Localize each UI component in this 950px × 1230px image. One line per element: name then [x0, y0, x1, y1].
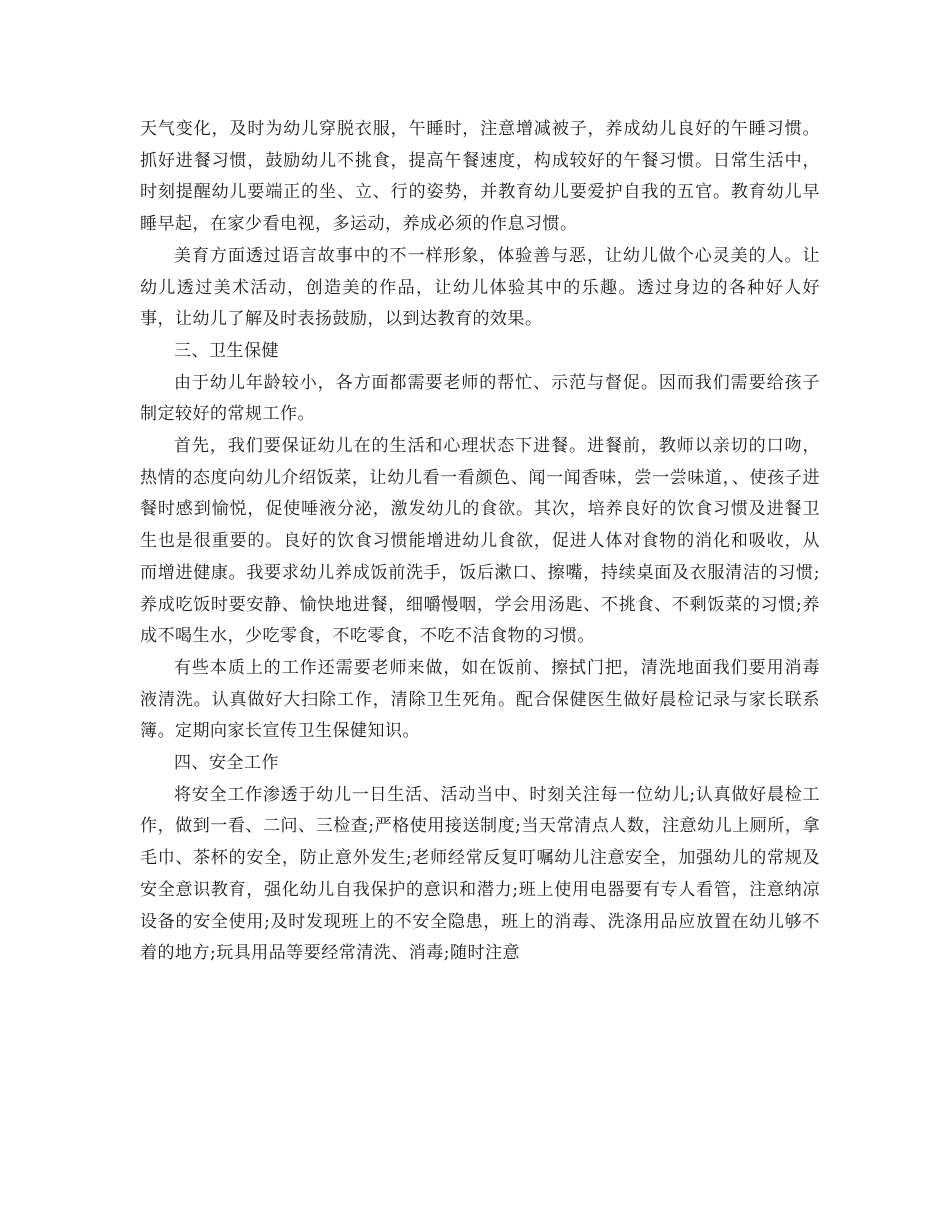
document-page — [140, 114, 820, 970]
paragraph-meal-habits: 首先，我们要保证幼儿在的生活和心理状态下进餐。进餐前，教师以亲切的口吻，热情的态度向幼儿介绍饭菜，让幼儿看一看颜色、闻一闻香味，尝一尝味道，、使孩子进餐时感到愉悦，促使唾液分泌，激发幼儿的食欲。其次，培养良好的饮食习惯及进餐卫生也是很重要的。良好的饮食习惯能增进幼儿食欲，促进人体对食物的消化和吸收，从而增进健康。我要求幼儿养成饭前洗手，饭后漱口、擦嘴，持续桌面及衣服清洁的习惯;养成吃饭时要安静、愉快地进餐，细嚼慢咽，学会用汤匙、不挑食、不剩饭菜的习惯;养成不喝生水，少吃零食，不吃零食，不吃不洁食物的习惯。 — [140, 436, 820, 647]
section-heading-safety: 四、安全工作 — [174, 753, 279, 774]
paragraph-hygiene-intro: 由于幼儿年龄较小，各方面都需要老师的帮忙、示范与督促。因而我们需要给孩子制定较好的常规工作。 — [140, 372, 820, 425]
paragraph-safety-work: 将安全工作渗透于幼儿一日生活、活动当中、时刻关注每一位幼儿;认真做好晨检工作，做到一看、二问、三检查;严格使用接送制度;当天常清点人数，注意幼儿上厕所，拿毛巾、茶杯的安全，防止意外发生;老师经常反复叮嘱幼儿注意安全，加强幼儿的常规及安全意识教育，强化幼儿自我保护的意识和潜力;班上使用电器要有专人看管，注意纳凉设备的安全使用;及时发现班上的不安全隐患，班上的消毒、洗涤用品应放置在幼儿够不着的地方;玩具用品等要经常清洗、消毒;随时注意 — [140, 784, 820, 964]
paragraph-daily-habits: 天气变化，及时为幼儿穿脱衣服，午睡时，注意增减被子，养成幼儿良好的午睡习惯。抓好进餐习惯，鼓励幼儿不挑食，提高午餐速度，构成较好的午餐习惯。日常生活中，时刻提醒幼儿要端正的坐、立、行的姿势，并教育幼儿要爱护自我的五官。教育幼儿早睡早起，在家少看电视，多运动，养成必须的作息习惯。 — [140, 119, 820, 235]
paragraph-cleaning-work: 有些本质上的工作还需要老师来做，如在饭前、擦拭门把，清洗地面我们要用消毒液清洗。认真做好大扫除工作，清除卫生死角。配合保健医生做好晨检记录与家长联系簿。定期向家长宣传卫生保健知识。 — [140, 657, 820, 742]
paragraph-aesthetic-education: 美育方面透过语言故事中的不一样形象，体验善与恶，让幼儿做个心灵美的人。让幼儿透过美术活动，创造美的作品，让幼儿体验其中的乐趣。透过身边的各种好人好事，让幼儿了解及时表扬鼓励，以到达教育的效果。 — [140, 245, 820, 330]
section-heading-hygiene: 三、卫生保健 — [174, 340, 279, 361]
